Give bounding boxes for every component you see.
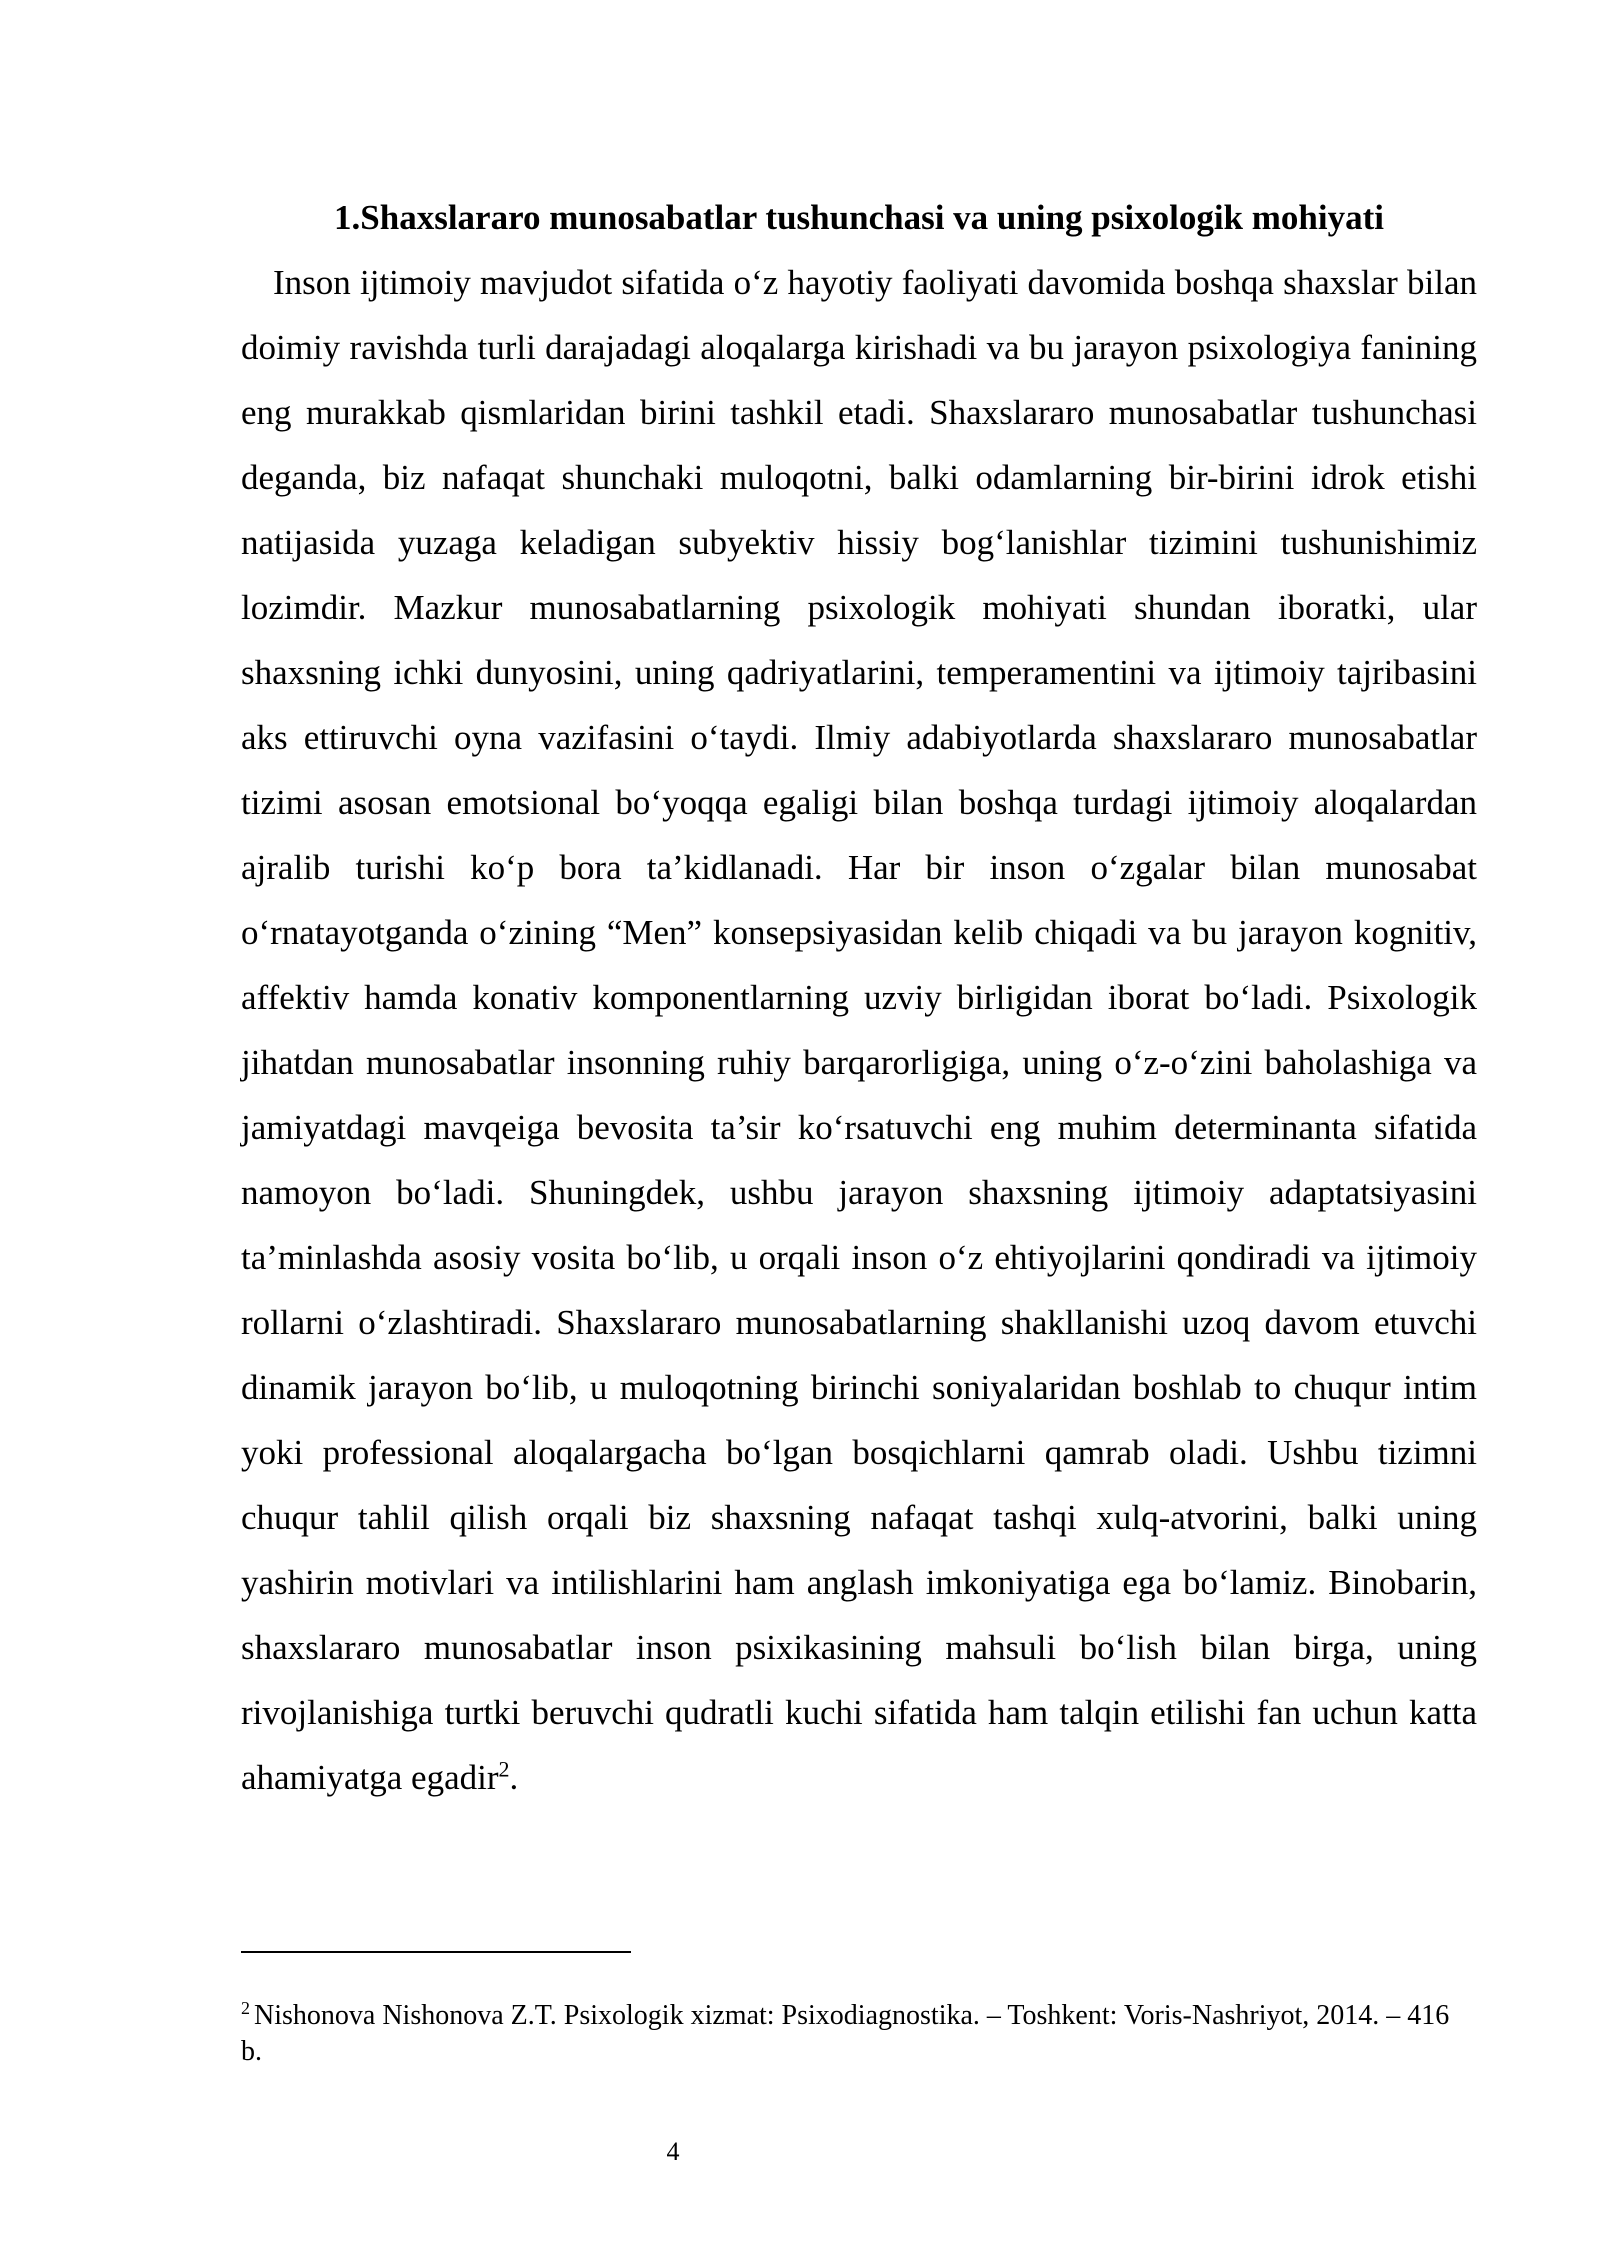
footnote-text: Nishonova Nishonova Z.T. Psixologik xizmat: Psixodiagnostika. – Toshkent: Voris-Nashriyot, 2014. – 416 b.	[241, 2000, 1450, 2067]
paragraph-end-punctuation: .	[509, 1758, 519, 1797]
body-paragraph	[241, 250, 1477, 1810]
footnote-marker: 2	[241, 1997, 250, 2018]
section-heading: 1.Shaxslararo munosabatlar tushunchasi va uning psixologik mohiyati	[334, 198, 1384, 237]
page-number: 4	[666, 2137, 680, 2166]
footnote-reference[interactable]: 2	[498, 1756, 510, 1782]
footnote	[241, 1998, 1477, 2070]
body-paragraph-text: Inson ijtimoiy mavjudot sifatida o‘z hayotiy faoliyati davomida boshqa shaxslar bilan doimiy ravishda turli darajadagi aloqalarga kirishadi va bu jarayon psixologiya fanining eng murakkab qismlaridan birini tashkil etadi. Shaxslararo munosabatlar tushunchasi deganda, biz nafaqat shunchaki muloqotni, balki odamlarning bir-birini idrok etishi natijasida yuzaga keladigan subyektiv hissiy bog‘lanishlar tizimini tushunishimiz lozimdir. Mazkur munosabatlarning psixologik mohiyati shundan iboratki, ular shaxsning ichki dunyosini, uning qadriyatlarini, temperamentini va ijtimoiy tajribasini aks ettiruvchi oyna vazifasini o‘taydi. Ilmiy adabiyotlarda shaxslararo munosabatlar tizimi asosan emotsional bo‘yoqqa egaligi bilan boshqa turdagi ijtimoiy aloqalardan ajralib turishi ko‘p bora ta’kidlanadi. Har bir inson o‘zgalar bilan munosabat o‘rnatayotganda o‘zining “Men” konsepsiyasidan kelib chiqadi va bu jarayon kognitiv, affektiv hamda konativ komponentlarning uzviy birligidan iborat bo‘ladi. Psixologik jihatdan munosabatlar insonning ruhiy barqarorligiga, uning o‘z-o‘zini baholashiga va jamiyatdagi mavqeiga bevosita ta’sir ko‘rsatuvchi eng muhim determinanta sifatida namoyon bo‘ladi. Shuningdek, ushbu jarayon shaxsning ijtimoiy adaptatsiyasini ta’minlashda asosiy vosita bo‘lib, u orqali inson o‘z ehtiyojlarini qondiradi va ijtimoiy rollarni o‘zlashtiradi. Shaxslararo munosabatlarning shakllanishi uzoq davom etuvchi dinamik jarayon bo‘lib, u muloqotning birinchi soniyalaridan boshlab to chuqur intim yoki professional aloqalargacha bo‘lgan bosqichlarni qamrab oladi. Ushbu tizimni chuqur tahlil qilish orqali biz shaxsning nafaqat tashqi xulq-atvorini, balki uning yashirin motivlari va intilishlarini ham anglash imkoniyatiga ega bo‘lamiz. Binobarin, shaxslararo munosabatlar inson psixikasining mahsuli bo‘lish bilan birga, uning rivojlanishiga turtki beruvchi qudratli kuchi sifatida ham talqin etilishi fan uchun katta ahamiyatga egadir	[241, 263, 1477, 1797]
footnote-separator	[241, 1951, 631, 1953]
